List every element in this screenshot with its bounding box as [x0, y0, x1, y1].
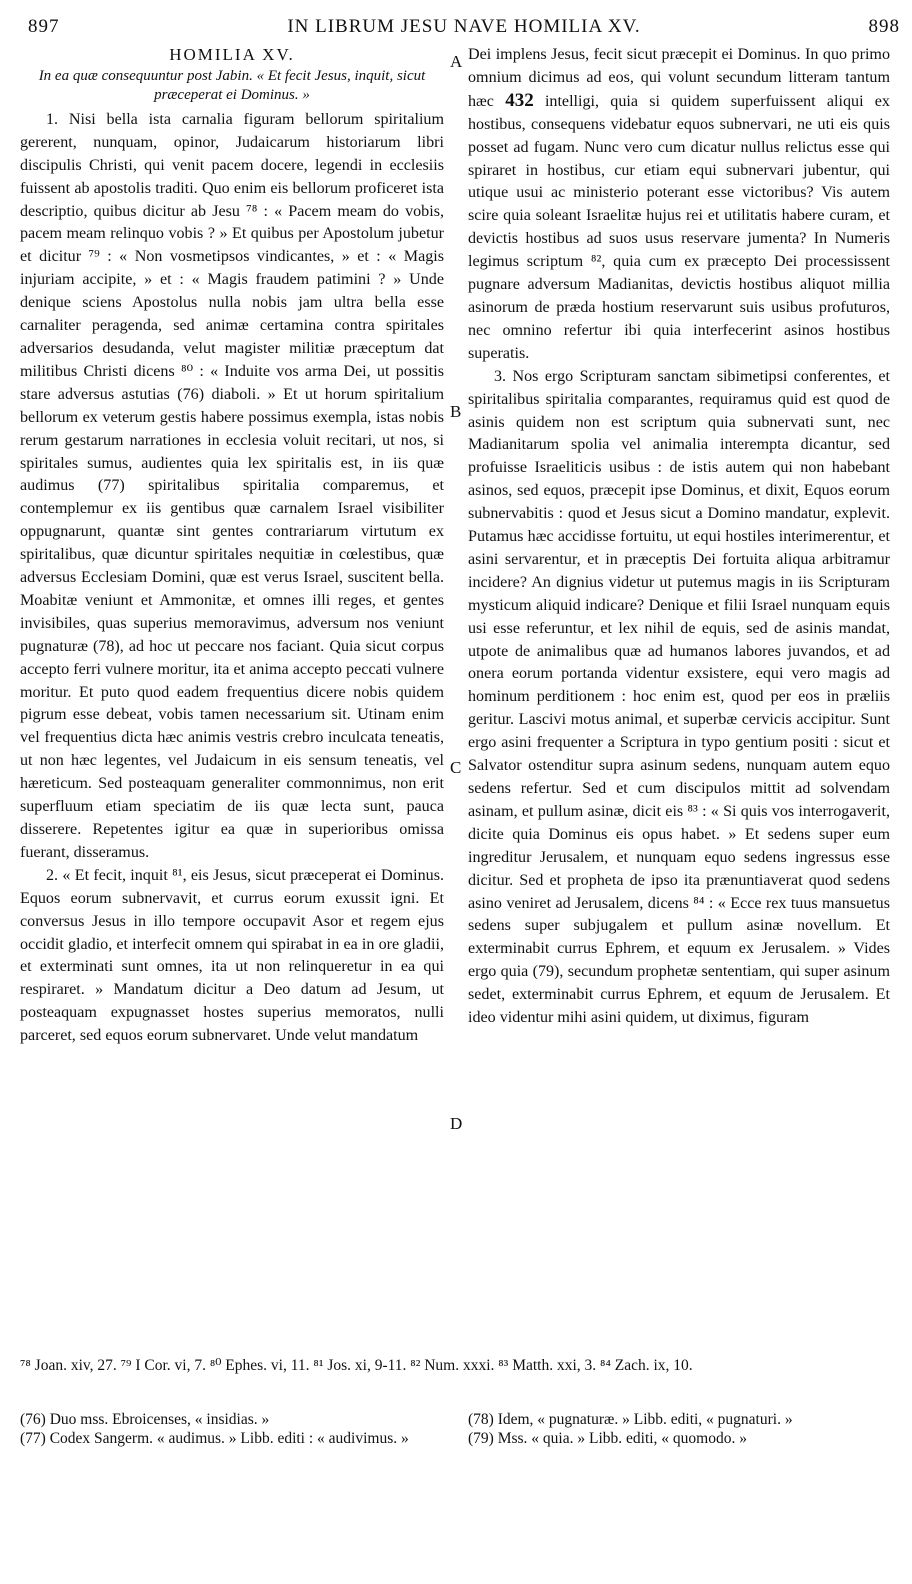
paragraph-2: 2. « Et fecit, inquit ⁸¹, eis Jesus, sicut præceperat ei Dominus. Equos eorum subnervavit, et currus eorum exussit igni. Et conversus Jesus in illo tempore occupavit Asor et regem ejus occidit gladio, et interfecit omnem qui spirabat in ea in ore gladii, et exterminati sunt omnes, ita ut non relinqueretur in ea qui respiraret. » Mandatum dicitur a Deo datum ad Jesum, ut posteaquam expugnasset hostes superius memoratos, nulli parceret, sed equos eorum subnervaret. Unde velut mandatum	[20, 866, 444, 1045]
notes-right	[468, 1410, 890, 1448]
note-76: (76) Duo mss. Ebroicenses, « insidias. »	[20, 1411, 270, 1428]
page-marker: 432	[505, 89, 534, 111]
paragraph-continued-b: intelligi, quia si quidem superfuissent aliqui ex hostibus, consequens videbatur equos subnervari, ne uti eis quis posset ad fugam. Nunc vero cum dicatur nullus relictus esse qui spiraret in hostibus, cur etiam equi subnervari jubentur, qui utique usui ac ministerio poterant esse victoribus? Vis autem scire quia soleant Israelitæ hujus rei et utilitatis habere curam, et devictis hostibus ad suos usus reservare jumenta? In Numeris legimus scriptum ⁸², quia cum ex præcepto Dei processissent pugnare adversum Madianitas, devictis hostibus aliquot millia asinorum de præda hostium reservarunt suis usibus profuturos, nec omnino refertur ibi quia interfecerint asinos hostibus superatis.	[468, 92, 890, 362]
page-number-right: 898	[868, 16, 900, 37]
paragraph-3: 3. Nos ergo Scripturam sanctam sibimetipsi conferentes, et spiritalibus spiritalia comparantes, requiramus quid est quod de asinis quidem non est scriptum quia subnervati sunt, nec Madianitarum spolia vel animalia interempta dicantur, sed profuisse Israeliticis usibus : de istis autem qui non habebant asinos, sed equos, præcepit ipse Dominus, et dixit, Equos eorum subnervabitis : quod et Jesus sicut a Domino mandatur, explevit. Putamus hæc accidisse fortuitu, ut equi hostiles interimerentur, et asini servarentur, et in præceptis Dei fortuita aliqua arbitramur incidere? An dignius videtur ut putemus magis in iis Scripturam mysticum aliquid indicare? Denique et filii Israel nunquam equis usi esse referuntur, et lex nihil de equis, sed de asinis mandat, utpote de animalibus quæ ad humanos labores juvandos, et ad onera eorum portanda videntur exsistere, equi vero magis ad hominum perditionem : hoc enim est, quod per eos in præliis geritur. Lascivi motus animal, et superbæ cervicis accipitur. Sunt ergo asini frequenter a Scriptura in typo gentium positi : sicut et Salvator ostenditur supra asinum sedens, nunquam autem equo sedens refertur. Sed et cum discipulos mittit ad solvendam asinam, et pullum asinæ, dicit eis ⁸³ : « Si quis vos interrogaverit, dicite quia Dominus eis opus habet. » Et sedens super eum ingreditur Jerusalem, et nunquam equo sedens ingressus esse dicitur. Sed et propheta de ipso ita prænuntiaverat quod sedens asino veniret ad Jerusalem, dicens ⁸⁴ : « Ecce rex tuus mansuetus sedens super subjugalem et pullum asinæ novellum. Et exterminabit currus Ephrem, et equum ex Jerusalem. » Vides ergo quia (79), secundum prophetæ sententiam, qui super asinum sedet, exterminabit currus Ephrem, et equum de Jerusalem. Et ideo videntur mihi asini quidem, ut diximus, figuram	[468, 367, 890, 1027]
paragraph-1: 1. Nisi bella ista carnalia figuram bellorum spiritalium gererent, nunquam, opinor, Judaicarum historiarum libri discipulis Christi, qui venit pacem docere, legendi in ecclesiis fuissent ab apostolis traditi. Quo enim eis bellorum proficeret ista descriptio, quibus dicitur ab Jesu ⁷⁸ : « Pacem meam do vobis, pacem meam relinquo vobis ? » Et quibus per Apostolum jubetur et dicitur ⁷⁹ : « Non vosmetipsos vindicantes, » et : « Magis injuriam accipite, » et : « Magis fraudem patimini ? » Unde denique sciens Apostolus nulla nobis jam ultra bella esse carnaliter peragenda, sed animæ certamina contra spiritales adversarios desudanda, velut magister militiæ præceptum dat militibus Christi dicens ⁸⁰ : « Induite vos arma Dei, ut possitis stare adversus astutias (76) diaboli. » Et ut horum spiritalium bellorum ex veterum gestis habere possimus exempla, istas nobis rerum gestarum narrationes in ecclesia voluit recitari, ut nos, si spiritales sumus, audientes quia lex spiritalis est, in iis quæ audimus (77) spiritalibus spiritalia comparemus, et contemplemur ex iis gentibus quæ carnalem Israel visibiliter oppugnarunt, quantæ sint gentes contrariarum virtutum ex spiritalibus, quæ dicuntur spiritales nequitiæ in cœlestibus, quæ adversus Ecclesiam Domini, quæ est verus Israel, suscitent bella. Moabitæ veniunt et Ammonitæ, et omnes illi reges, et gentes invisibiles, quas superius memoravimus, adversum nos veniunt pugnaturæ (78), ad hoc ut peccare nos faciant. Quia sicut corpus accepto ferri vulnere moritur, ita et anima accepto peccati vulnere moritur. Et puto quod eadem frequentius dicere nobis quidem pigrum esse debeat, vobis tamen necessarium sit. Utinam enim vel frequentius dicta hæc animis vestris crebro inculcata teneatis, ut non hæc legentes, vel Judaicum in eis sensum teneatis, vel hæreticum. Sed posteaquam generaliter commonnimus, non erit superfluum etiam speciatim de iis quæ lecta sunt, pauca disserere. Repetentes igitur ea quæ in superioribus omissa fuerant, disseramus.	[20, 110, 444, 861]
paragraph-continued-a: Dei implens Jesus, fecit sicut præcepit ei Dominus. In quo primo omnium dicimus ad eos, qui volunt secundum litteram tantum hæc	[468, 46, 890, 110]
homily-title: HOMILIA XV.	[169, 45, 295, 64]
note-77: (77) Codex Sangerm. « audimus. » Libb. editi : « audivimus. »	[20, 1430, 409, 1447]
margin-letter-c: C	[450, 758, 462, 777]
running-header	[28, 16, 900, 40]
note-78: (78) Idem, « pugnaturæ. » Libb. editi, « pugnaturi. »	[468, 1411, 793, 1428]
running-title: IN LIBRUM JESU NAVE HOMILIA XV.	[287, 16, 641, 37]
margin-letter-a: A	[450, 52, 463, 71]
paragraph-continued	[468, 44, 890, 366]
homily-subtitle: In ea quæ consequuntur post Jabin. « Et fecit Jesus, inquit, sicut præceperat ei Dominus. »	[38, 67, 426, 103]
note-79: (79) Mss. « quia. » Libb. editi, « quomodo. »	[468, 1430, 747, 1447]
page-number-left: 897	[28, 16, 60, 37]
margin-letter-d: D	[450, 1114, 463, 1133]
notes-left	[20, 1410, 444, 1448]
right-column	[468, 44, 890, 1030]
left-column	[20, 44, 444, 1048]
scripture-references-text: ⁷⁸ Joan. xiv, 27. ⁷⁹ I Cor. vi, 7. ⁸⁰ Ephes. vi, 11. ⁸¹ Jos. xi, 9-11. ⁸² Num. xxxi. ⁸³ Matth. xxi, 3. ⁸⁴ Zach. ix, 10.	[20, 1357, 693, 1374]
margin-letter-b: B	[450, 402, 462, 421]
scripture-references	[20, 1356, 890, 1375]
